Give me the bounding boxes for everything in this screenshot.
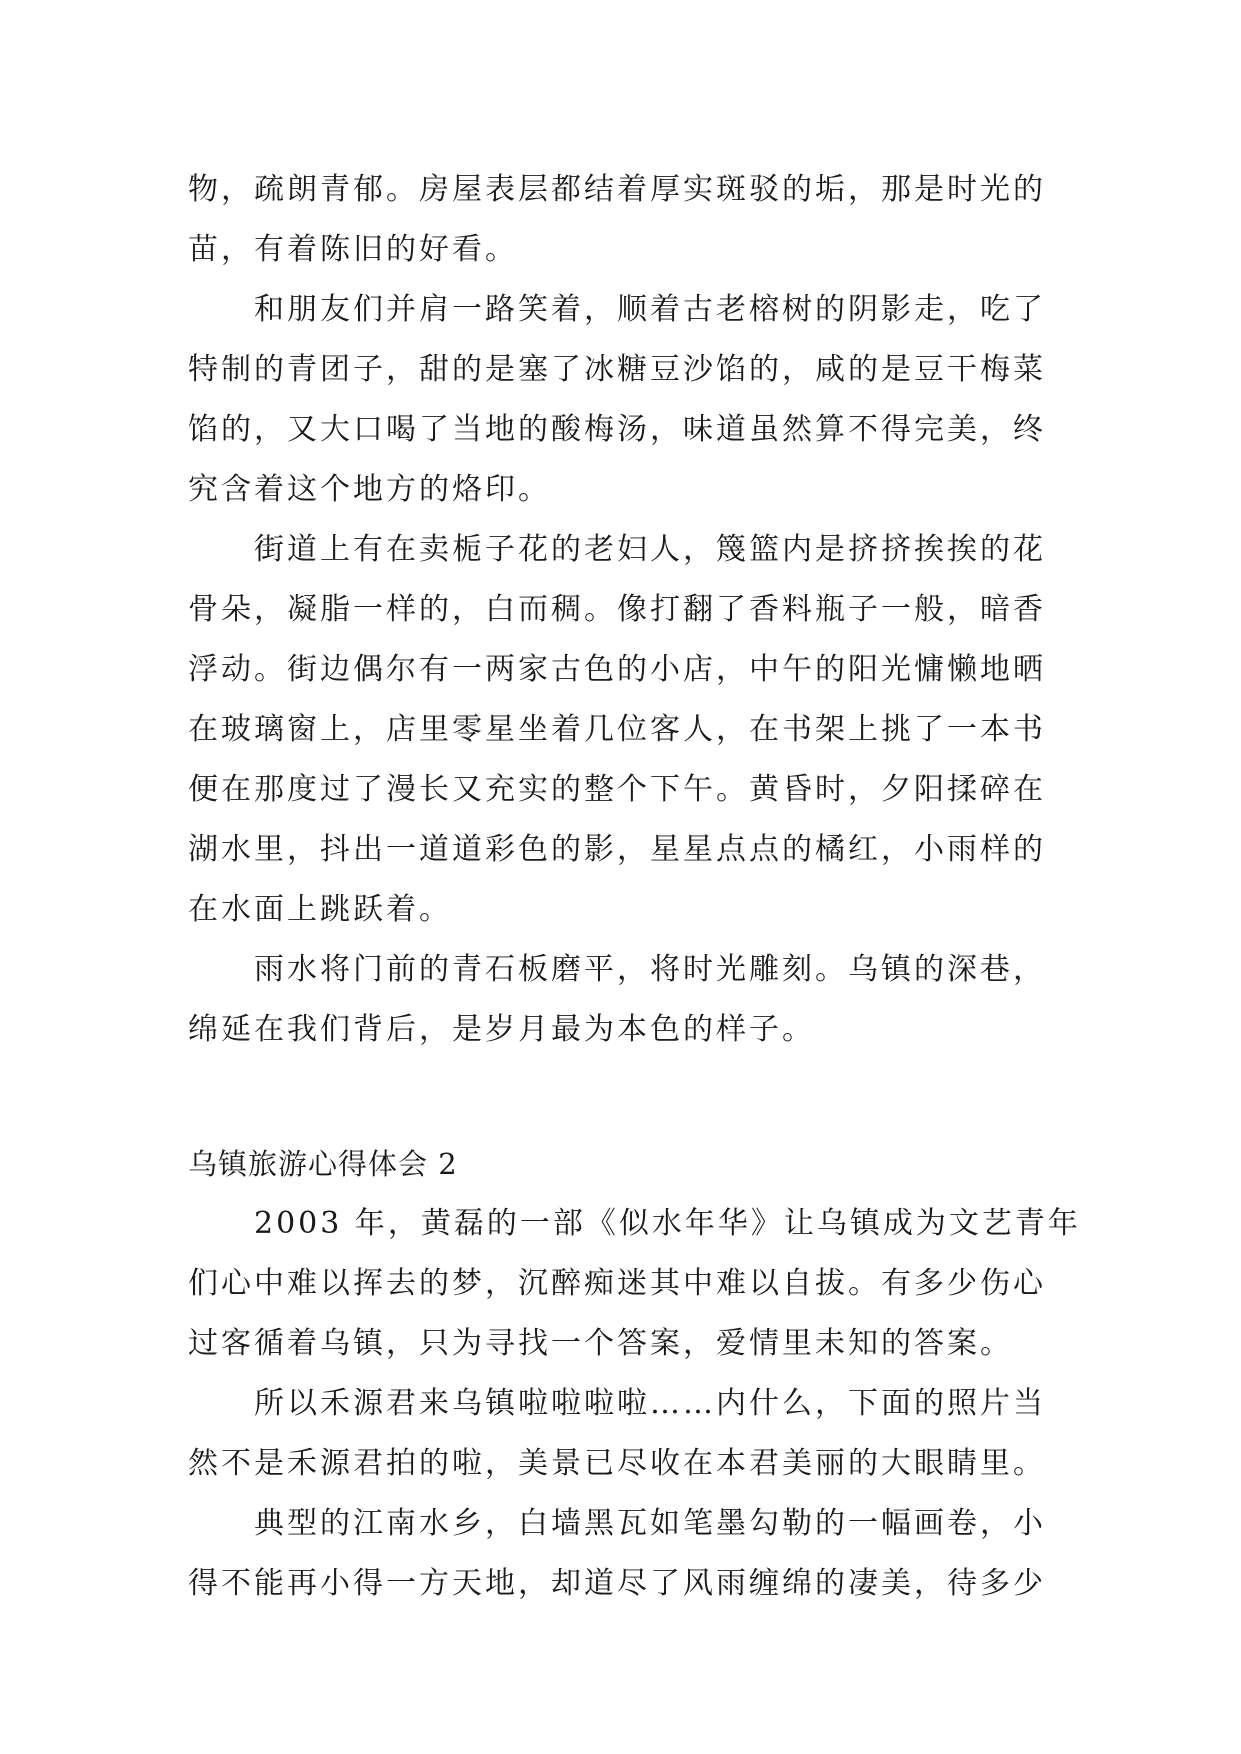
paragraph-start-line: 街道上有在卖栀子花的老妇人，篾篮内是挤挤挨挨的花	[254, 532, 1046, 567]
paragraph-start-line: 典型的江南水乡，白墙黑瓦如笔墨勾勒的一幅画卷，小	[254, 1506, 1046, 1541]
section-heading: 乌镇旅游心得体会 2	[188, 1147, 458, 1181]
text-line: 绵延在我们背后，是岁月最为本色的样子。	[188, 1012, 815, 1047]
text-line: 在水面上跳跃着。	[188, 892, 452, 927]
text-line: 在玻璃窗上，店里零星坐着几位客人，在书架上挑了一本书	[188, 712, 1046, 747]
text-line: 湖水里，抖出一道道彩色的影，星星点点的橘红，小雨样的	[188, 832, 1046, 867]
paragraph-start-line: 和朋友们并肩一路笑着，顺着古老榕树的阴影走，吃了	[254, 292, 1046, 327]
text-line: 浮动。街边偶尔有一两家古色的小店，中午的阳光慵懒地晒	[188, 652, 1046, 687]
text-line: 得不能再小得一方天地，却道尽了风雨缠绵的凄美，待多少	[188, 1566, 1046, 1601]
section-spacer	[188, 1060, 1048, 1134]
paragraph-start-line: 雨水将门前的青石板磨平，将时光雕刻。乌镇的深巷，	[254, 952, 1046, 987]
text-line: 骨朵，凝脂一样的，白而稠。像打翻了香料瓶子一般，暗香	[188, 592, 1046, 627]
text-line: 然不是禾源君拍的啦，美景已尽收在本君美丽的大眼睛里。	[188, 1446, 1046, 1481]
paragraph-start-line: 2003 年，黄磊的一部《似水年华》让乌镇成为文艺青年	[254, 1206, 1081, 1241]
text-line: 特制的青团子，甜的是塞了冰糖豆沙馅的，咸的是豆干梅菜	[188, 352, 1046, 387]
paragraph-start-line: 所以禾源君来乌镇啦啦啦啦……内什么，下面的照片当	[254, 1386, 1046, 1421]
text-line: 们心中难以挥去的梦，沉醉痴迷其中难以自拔。有多少伤心	[188, 1266, 1046, 1301]
text-line: 苗，有着陈旧的好看。	[188, 232, 518, 267]
text-line: 物，疏朗青郁。房屋表层都结着厚实斑驳的垢，那是时光的	[188, 172, 1046, 207]
document-body	[188, 160, 1081, 1614]
text-line: 过客循着乌镇，只为寻找一个答案，爱情里未知的答案。	[188, 1326, 1013, 1361]
text-line: 究含着这个地方的烙印。	[188, 472, 551, 507]
text-line: 便在那度过了漫长又充实的整个下午。黄昏时，夕阳揉碎在	[188, 772, 1046, 807]
text-line: 馅的，又大口喝了当地的酸梅汤，味道虽然算不得完美，终	[188, 412, 1046, 447]
